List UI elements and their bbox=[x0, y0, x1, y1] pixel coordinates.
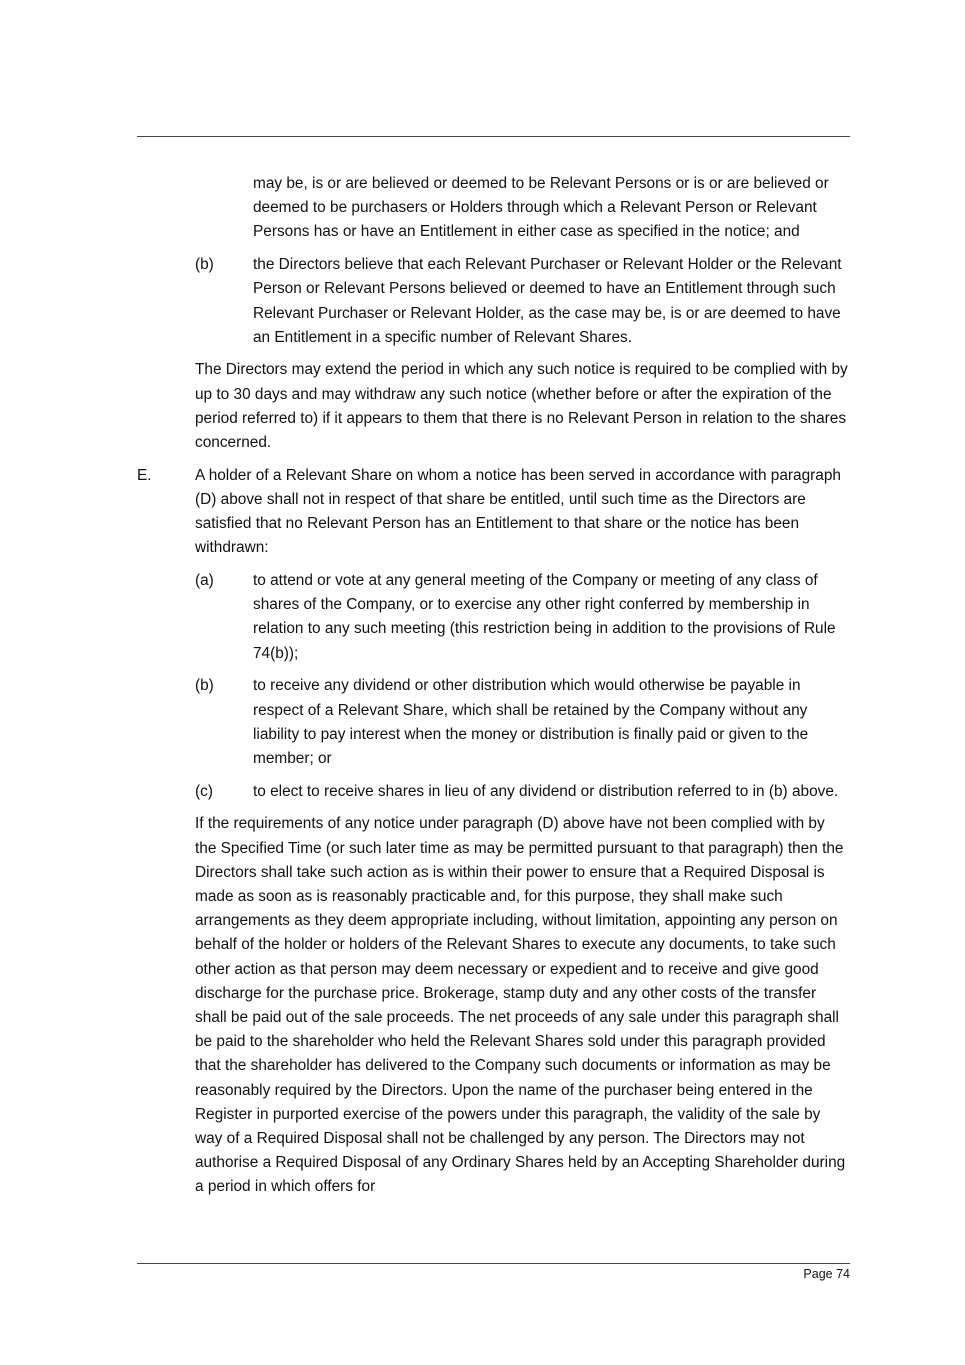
footer-rule bbox=[137, 1263, 850, 1264]
list-item-a bbox=[137, 569, 850, 666]
list-item-c bbox=[137, 780, 850, 804]
section-text: A holder of a Relevant Share on whom a notice has been served in accordance with paragraph (D) above shall not in respect of that share be entitled, until such time as the Directors are satisfied that no Relevant Person has an Entitlement to that share or the notice has been withdrawn: bbox=[195, 466, 841, 557]
continuation-paragraph: may be, is or are believed or deemed to be Relevant Persons or is or are believed or deemed to be purchasers or Holders through which a Relevant Person or Relevant Persons has or have an Entitlement in either case as specified in the notice; and bbox=[253, 175, 829, 241]
requirements-paragraph: If the requirements of any notice under paragraph (D) above have not been complied with by the Specified Time (or such later time as may be permitted pursuant to that paragraph) then the Directors shall take such action as is within their power to ensure that a Required Disposal is made as soon as is reasonably practicable and, for this purpose, they shall make such arrangements as they deem appropriate including, without limitation, appointing any person on behalf of the holder or holders of the Relevant Shares to execute any documents, to take such other action as that person may deem necessary or expedient and to receive and give good discharge for the purchase price. Brokerage, stamp duty and any other costs of the transfer shall be paid out of the sale proceeds. The net proceeds of any sale under this paragraph shall be paid to the shareholder who held the Relevant Shares sold under this paragraph provided that the shareholder has delivered to the Company such documents or information as may be reasonably required by the Directors. Upon the name of the purchaser being entered in the Register in purported exercise of the powers under this paragraph, the validity of the sale by way of a Required Disposal shall not be challenged by any person. The Directors may not authorise a Required Disposal of any Ordinary Shares held by an Accepting Shareholder during a period in which offers for bbox=[195, 815, 846, 1196]
header-rule bbox=[137, 136, 850, 137]
section-e bbox=[137, 464, 850, 561]
list-text: to attend or vote at any general meeting of the Company or meeting of any class of shares of the Company, or to exercise any other right conferred by membership in relation to any such meeting (this restriction being in addition to the provisions of Rule 74(b)); bbox=[253, 572, 836, 662]
section-label: E. bbox=[137, 466, 152, 484]
list-item-b bbox=[137, 674, 850, 771]
list-item-b-directors-belief bbox=[137, 253, 850, 350]
list-label: (b) bbox=[195, 256, 214, 274]
list-text: to elect to receive shares in lieu of any dividend or distribution referred to in (b) above. bbox=[253, 782, 839, 800]
list-label: (a) bbox=[195, 572, 214, 590]
list-text: to receive any dividend or other distribution which would otherwise be payable in respect of a Relevant Share, which shall be retained by the Company without any liability to pay interest when the money or distribution is finally paid or given to the member; or bbox=[253, 677, 809, 767]
list-label: (b) bbox=[195, 677, 214, 695]
extend-period-paragraph: The Directors may extend the period in which any such notice is required to be complied with by up to 30 days and may withdraw any such notice (whether before or after the expiration of the period referred to) if it appears to them that there is no Relevant Person in relation to the shares concerned. bbox=[195, 361, 848, 452]
document-body bbox=[137, 172, 850, 1208]
list-label: (c) bbox=[195, 782, 213, 800]
list-text: the Directors believe that each Relevant Purchaser or Relevant Holder or the Relevant Person or Relevant Persons believed or deemed to have an Entitlement through such Relevant Purchaser or Relevant Holder, as the case may be, is or are deemed to have an Entitlement in a specific number of Relevant Shares. bbox=[253, 256, 842, 346]
page-number: Page 74 bbox=[803, 1267, 850, 1281]
